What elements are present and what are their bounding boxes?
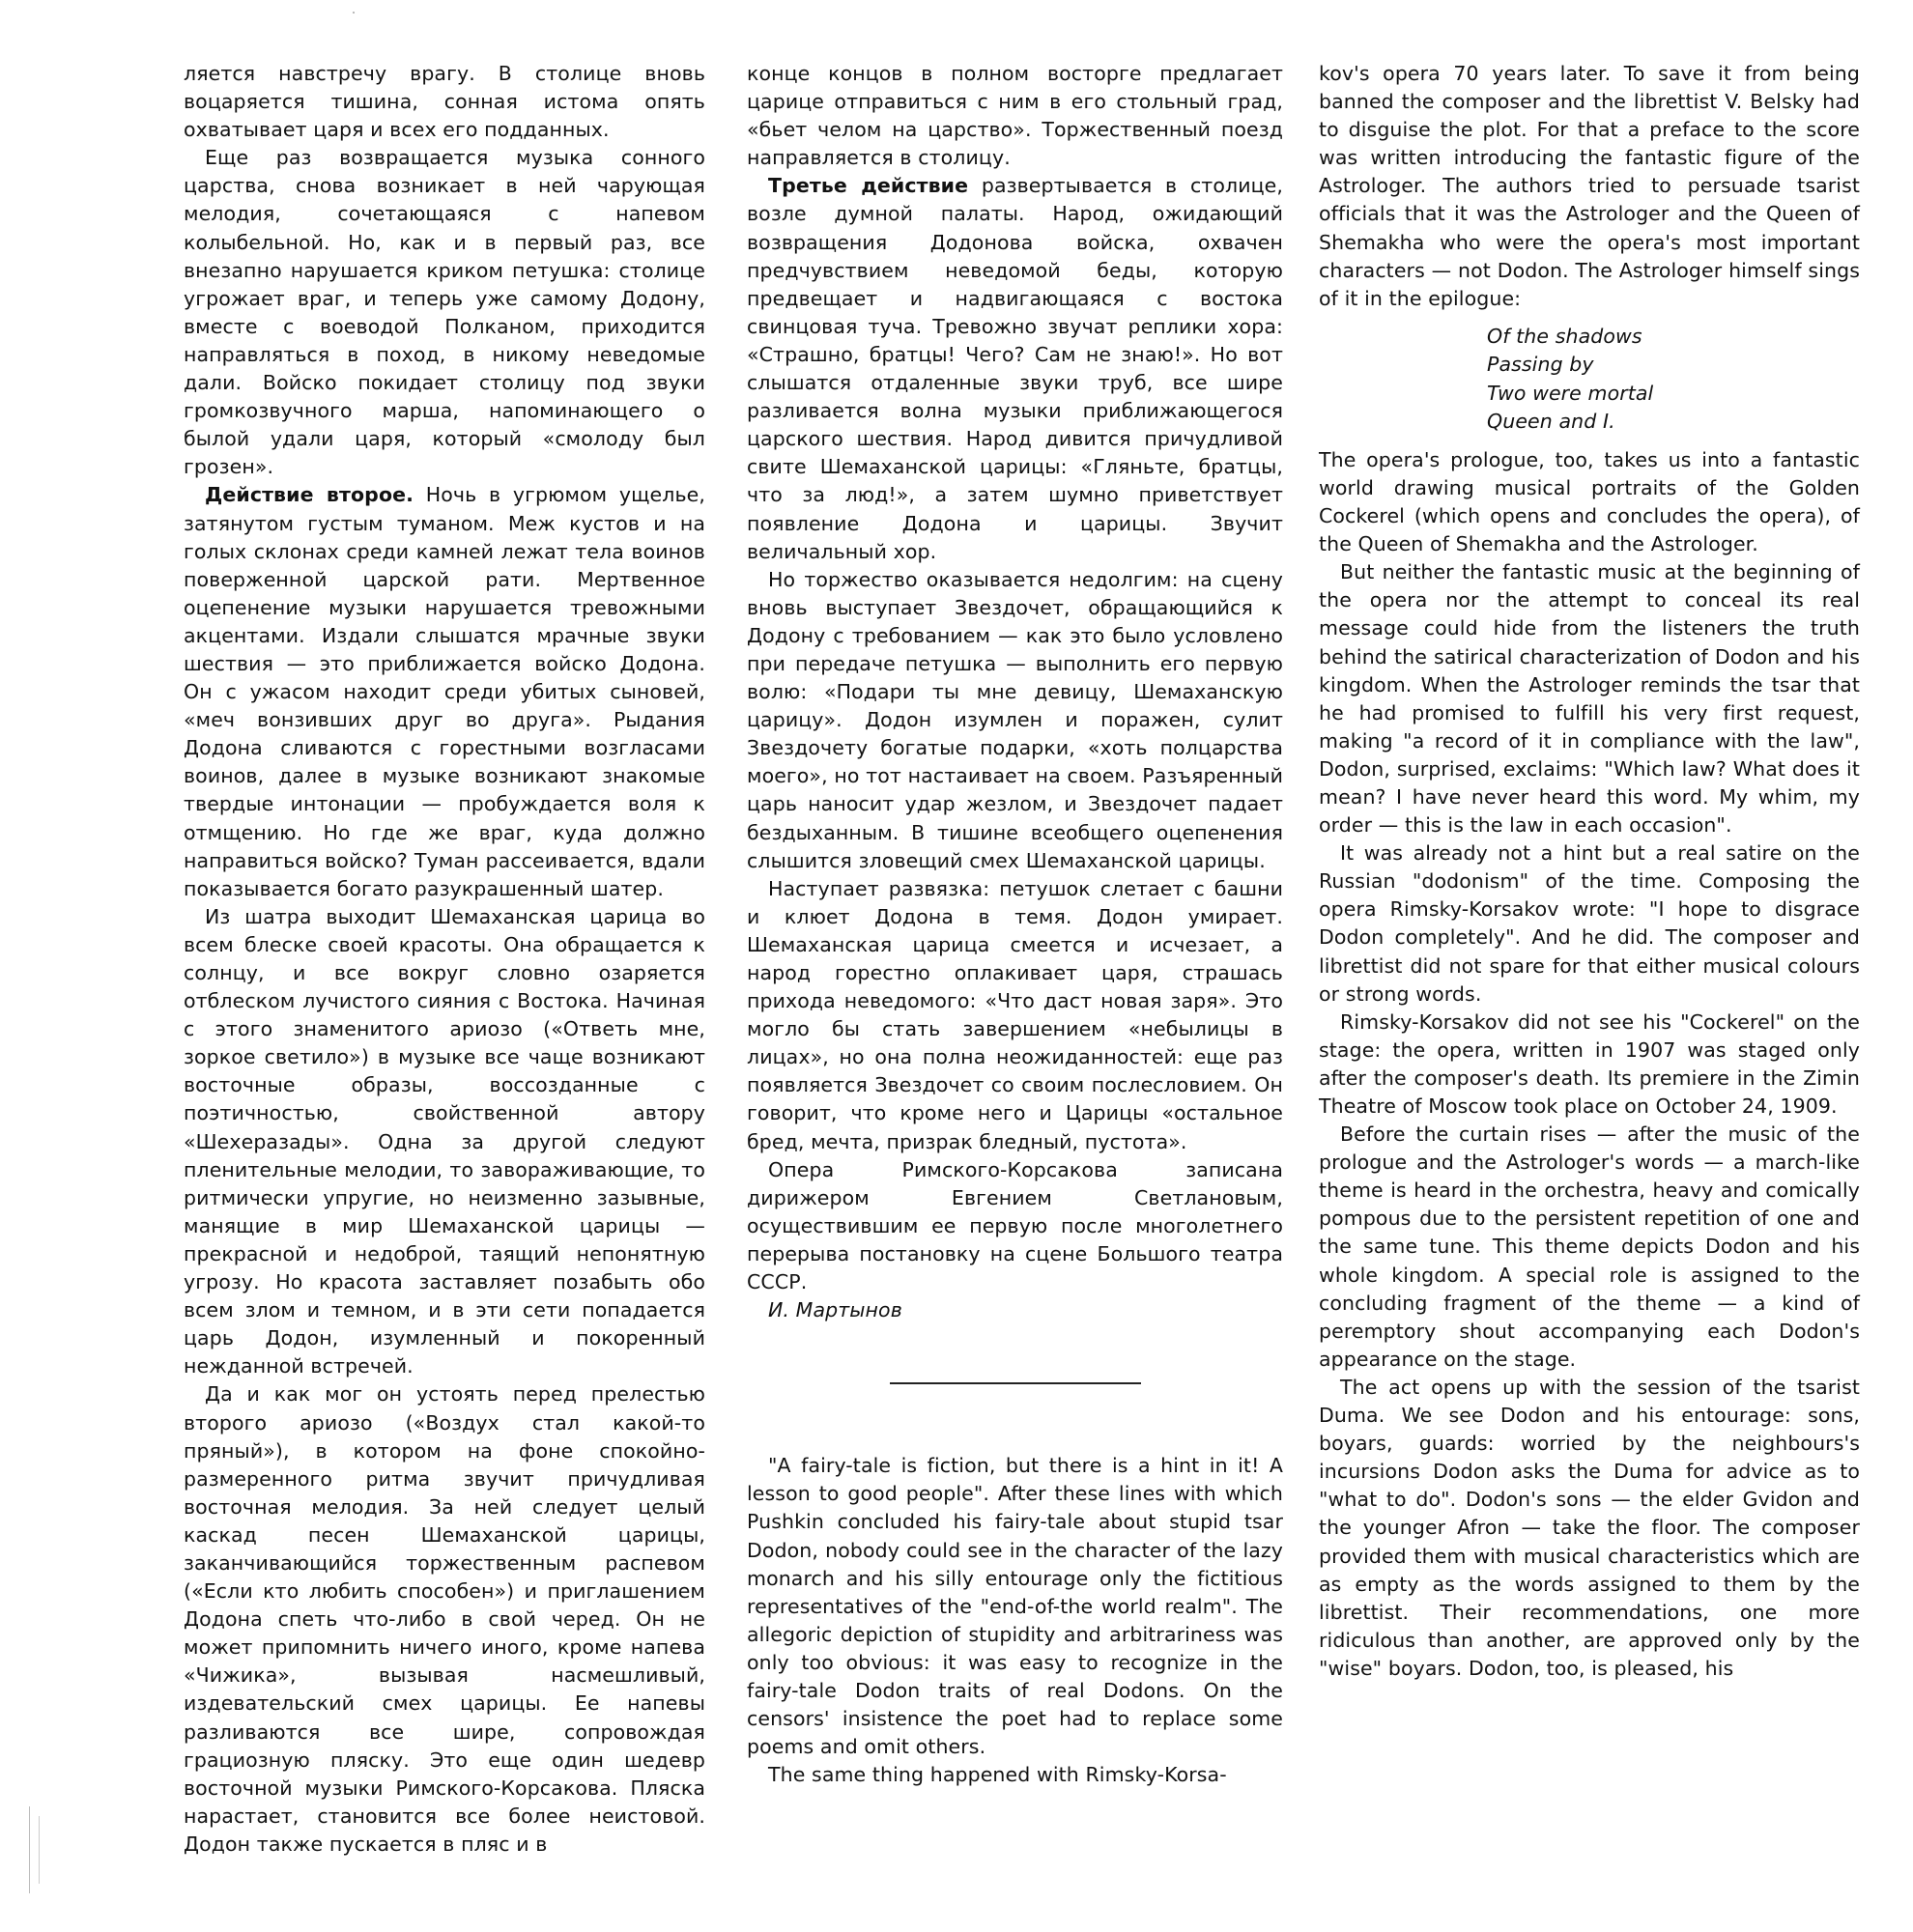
scan-edge-mark <box>29 1806 31 1893</box>
paragraph: Наступает развязка: петушок слетает с башни и клюет Додона в темя. Додон умирает. Шемаханская царица смеется и исчезает, а народ горестно оплакивает царя, страшась прихода неведомого: «Что даст новая заря». Это могло бы стать завершением «небылицы в лицах», но она полна неожиданностей: еще раз появляется Звездочет со своим послесловием. Он говорит, что кроме него и Царицы «остальное бред, мечта, призрак бледный, пустота». <box>747 876 1283 1153</box>
paragraph: The same thing happened with Rimsky-Korsa- <box>768 1763 1227 1787</box>
paragraph: Из шатра выходит Шемаханская царица во всем блеске своей красоты. Она обращается к солнцу, и все вокруг словно озаряется отблеском лучистого сияния с Востока. Начиная с этого знаменитого ариозо («Ответь мне, зоркое светило») в музыке все чаще возникают восточные образы, воссозданные с поэтичностью, свойственной автору «Шехеразады». Одна за другой следуют пленительные мелодии, то завораживающие, то ритмически упругие, но неизменно зазывные, манящие в мир Шемаханской царицы — прекрасной и недоброй, таящий непонятную угрозу. Но красота заставляет позабыть обо всем злом и темном, и в эти сети попадается царь Додон, изумленный и покоренный нежданной встречей. <box>184 904 705 1378</box>
paragraph: But neither the fantastic music at the beginning of the opera nor the attempt to conceal its real message could hide from the listeners the truth behind the satirical characterization of Dodon and his kingdom. When the Astrologer reminds the tsar that he had promised to fulfill his very first request, making "a record of it in compliance with the law", Dodon, surprised, exclaims: "Which law? What does it mean? I have never heard this word. My whim, my order — this is the law in each occasion". <box>1319 560 1860 838</box>
section-divider <box>890 1382 1141 1384</box>
scan-speck <box>353 12 355 14</box>
verse-line: Of the shadows <box>1487 324 1642 348</box>
paragraph: kov's opera 70 years later. To save it from being banned the composer and the librettist V. Belsky had to disguise the plot. For that a preface to the score was written introducing the fantastic figure of the Astrologer. The authors tried to persuade tsarist officials that it was the Astrologer and the Queen of Shemakha who were the opera's most important characters — not Dodon. The Astrologer himself sings of it in the epilogue: <box>1319 62 1860 310</box>
paragraph <box>747 172 1283 565</box>
verse-line: Queen and I. <box>1487 410 1615 434</box>
act-heading: Действие второе. <box>205 483 414 507</box>
paragraph: конце концов в полном восторге предлагает царице отправиться с ним в его стольный град, «бьет челом на царство». Торжественный поезд направляется в столицу. <box>747 62 1283 170</box>
column-middle <box>747 60 1283 1789</box>
paragraph-text: развертывается в столице, возле думной палаты. Народ, ожидающий возвращения Додонова войска, охвачен предчувствием неведомой беды, которую предвещает и надвигающаяся с востока свинцовая туча. Тревожно звучат реплики хора: «Страшно, братцы! Чего? Сам не знаю!». Но вот слышатся отдаленные звуки труб, все шире разливается волна музыки приближающегося царского шествия. Народ дивится причудливой свите Шемаханской царицы: «Гляньте, братцы, что за люд!», а затем шумно приветствует появление Додона и царицы. Звучит величальный хор. <box>747 174 1284 563</box>
column-left <box>184 60 705 1859</box>
paragraph: Но торжество оказывается недолгим: на сцену вновь выступает Звездочет, обращающийся к Додону с требованием — как это было условлено при передаче петушка — выполнить его первую волю: «Подари ты мне девицу, Шемаханскую царицу». Додон изумлен и поражен, сулит Звездочету богатые подарки, «хоть полцарства моего», но тот настаивает на своем. Разъяренный царь наносит удар жезлом, и Звездочет падает бездыханным. В тишине всеобщего оцепенения слышится зловещий смех Шемаханской царицы. <box>747 567 1283 872</box>
act-heading: Третье действие <box>768 174 969 198</box>
verse-line: Passing by <box>1487 353 1594 377</box>
scan-edge-mark <box>39 1816 41 1884</box>
paragraph: Before the curtain rises — after the music of the prologue and the Astrologer's words — a march-like theme is heard in the orchestra, heavy and comically pompous due to the persistent repetition of one and the same tune. This theme depicts Dodon and his whole kingdom. A special role is assigned to the concluding fragment of the theme — a kind of peremptory shout accompanying each Dodon's appearance on the stage. <box>1319 1122 1860 1371</box>
paragraph-text: Ночь в угрюмом ущелье, затянутом густым туманом. Меж кустов и на голых склонах среди камней лежат тела воинов поверженной царской рати. Мертвенное оцепенение музыки нарушается тревожными акцентами. Издали слышатся мрачные звуки шествия — это приближается войско Додона. Он с ужасом находит среди убитых сыновей, «меч вонзивших друг во друга». Рыдания Додона сливаются с горестными возгласами воинов, далее в музыке возникают знакомые твердые интонации — пробуждается воля к отмщению. Но где же враг, куда должно направиться войско? Туман рассеивается, вдали показывается богато разукрашенный шатер. <box>184 483 705 900</box>
paragraph: "A fairy-tale is fiction, but there is a hint in it! A lesson to good people". After these lines with which Pushkin concluded his fairy-tale about stupid tsar Dodon, nobody could see in the character of the lazy monarch and his silly entourage only the fictitious representatives of the "end-of-the world realm". The allegoric depiction of stupidity and arbitrariness was only too obvious: it was easy to recognize in the fairy-tale Dodon traits of real Dodons. On the censors' insistence the poet had to replace some poems and omit others. <box>747 1454 1283 1759</box>
verse-line: Two were mortal <box>1487 381 1654 405</box>
paragraph: The opera's prologue, too, takes us into a fantastic world drawing musical portraits of the Golden Cockerel (which opens and concludes the opera), of the Queen of Shemakha and the Astrologer. <box>1319 447 1860 556</box>
paragraph: Rimsky-Korsakov did not see his "Cockerel" on the stage: the opera, written in 1907 was staged only after the composer's death. Its premiere in the Zimin Theatre of Moscow took place on October 24, 1909. <box>1319 1009 1860 1118</box>
author-signature: И. Мартынов <box>768 1298 902 1322</box>
paragraph: The act opens up with the session of the tsarist Duma. We see Dodon and his entourage: sons, boyars, guards: worried by the neighbours's incursions Dodon asks the Duma for advice as to "what to do". Dodon's sons — the elder Gvidon and the younger Afron — take the floor. The composer provided them with musical characteristics which are as empty as the words assigned to them by the librettist. Their recommendations, one more ridiculous than another, are approved only by the "wise" boyars. Dodon, too, is pleased, his <box>1319 1375 1860 1680</box>
paragraph: Опера Римского-Корсакова записана дирижером Евгением Светлановым, осуществившим ее первую после многолетнего перерыва постановку на сцене Большого театра СССР. <box>747 1157 1283 1294</box>
paragraph <box>184 481 705 902</box>
paragraph: ляется навстречу врагу. В столице вновь воцаряется тишина, сонная истома опять охватывает царя и всех его подданных. <box>184 62 705 142</box>
paragraph: It was already not a hint but a real satire on the Russian "dodonism" of the time. Composing the opera Rimsky-Korsakov wrote: "I hope to disgrace Dodon completely". And he did. The composer and librettist did not spare for that either musical colours or strong words. <box>1319 841 1860 1006</box>
paragraph: Да и как мог он устоять перед прелестью второго ариозо («Воздух стал какой-то пряный»), в котором на фоне спокойно-размеренного ритма звучит причудливая восточная мелодия. За ней следует целый каскад песен Шемаханской царицы, заканчивающийся торжественным распевом («Если кто любить способен») и приглашением Додона спеть что-либо в свой черед. Он не может припомнить ничего иного, кроме напева «Чижика», вызывая насмешливый, издевательский смех царицы. Ее напевы разливаются все шире, сопровождая грациозную пляску. Это еще один шедевр восточной музыки Римского-Корсакова. Пляска нарастает, становится все более неистовой. Додон также пускается в пляс и в <box>184 1382 705 1856</box>
paragraph: Еще раз возвращается музыка сонного царства, снова возникает в ней чарующая мелодия, сочетающаяся с напевом колыбельной. Но, как и в первый раз, все внезапно нарушается криком петушка: столице угрожает враг, и теперь уже самому Додону, вместе с воеводой Полканом, приходится направляться в поход, в никому неведомые дали. Войско покидает столицу под звуки громкозвучного марша, напоминающего о былой удали царя, который «смолоду был грозен». <box>184 146 705 479</box>
column-right <box>1319 60 1860 1683</box>
verse-quote <box>1487 323 1860 437</box>
